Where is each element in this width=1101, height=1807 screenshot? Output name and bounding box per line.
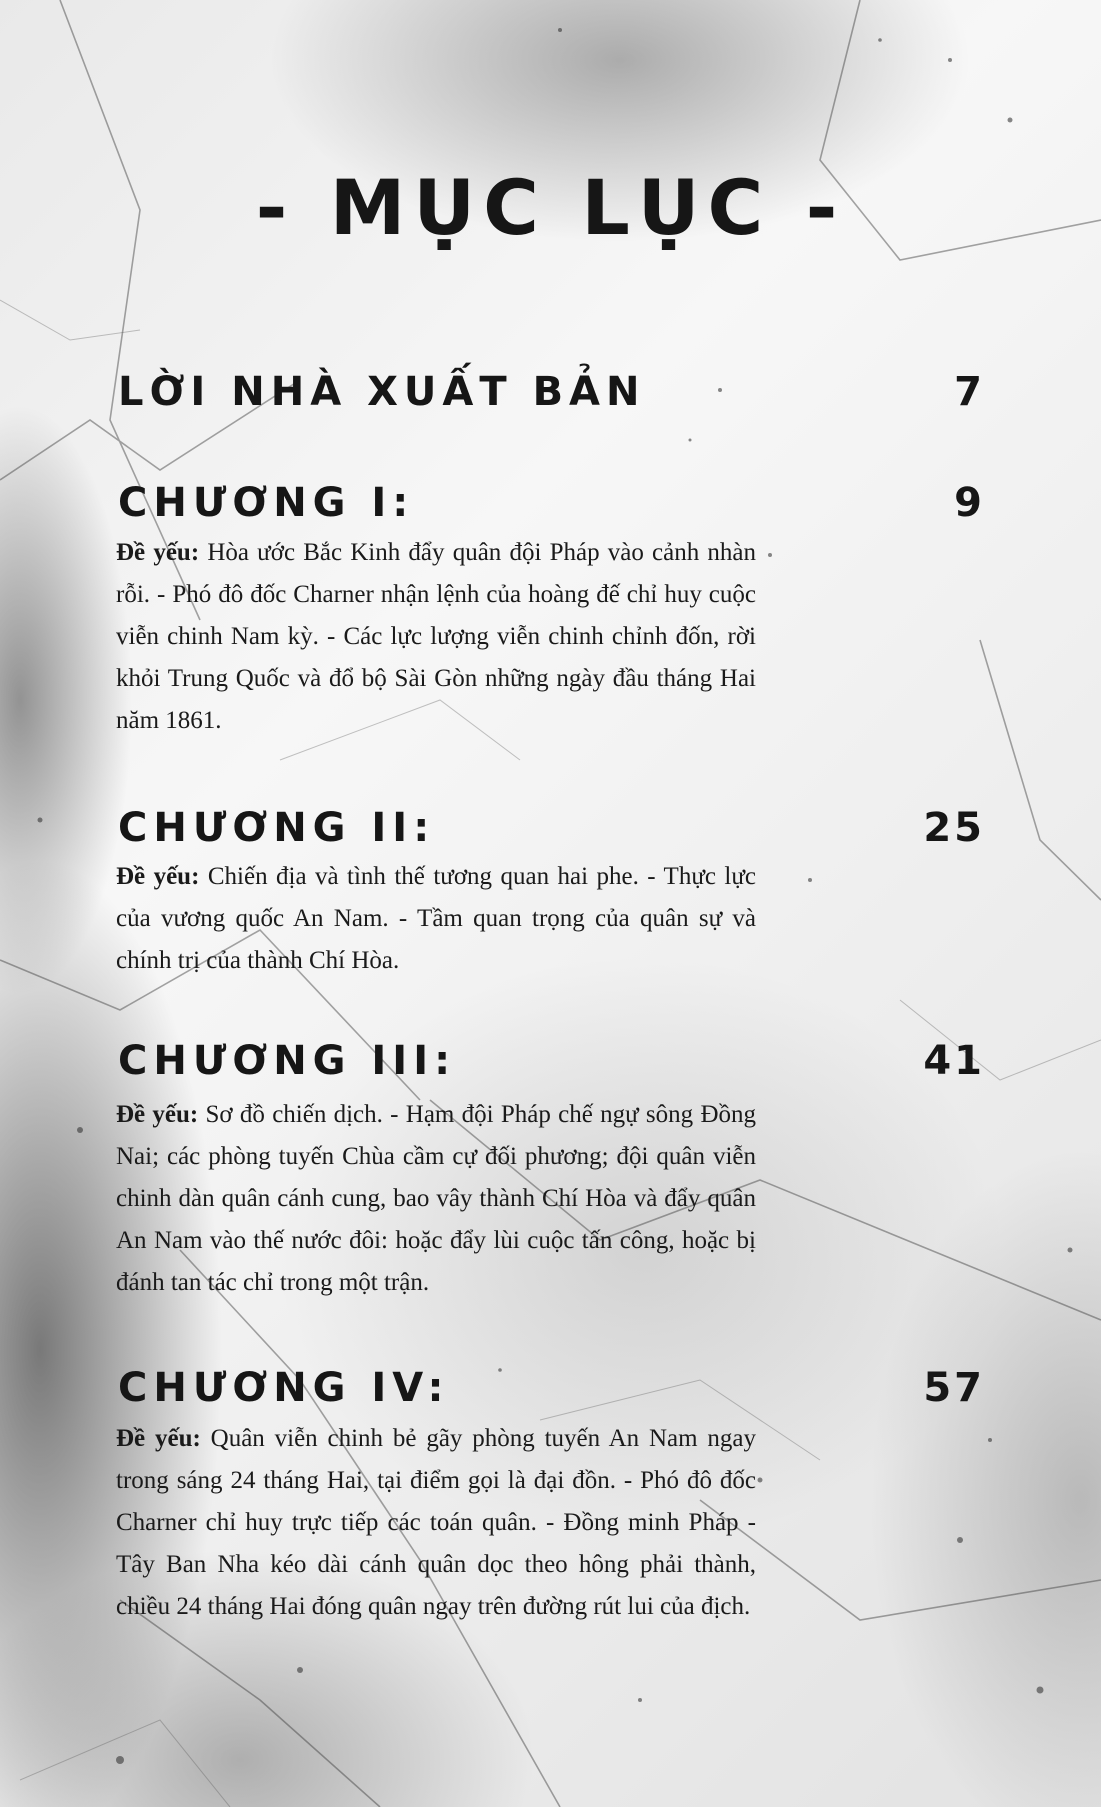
chapter-1-summary [116, 532, 756, 742]
chapter-3-page-number: 41 [923, 1038, 985, 1084]
chapter-4-summary-text: Quân viễn chinh bẻ gãy phòng tuyến An Nam ngay trong sáng 24 tháng Hai, tại điểm gọi là đại đồn. - Phó đô đốc Charner chỉ huy trực tiếp các toán quân. - Đồng minh Pháp - Tây Ban Nha kéo dài cánh quân dọc theo hông phải thành, chiều 24 tháng Hai đóng quân ngay trên đường rút lui của địch. [116, 1425, 756, 1620]
chapter-3-summary-text: Sơ đồ chiến dịch. - Hạm đội Pháp chế ngự sông Đồng Nai; các phòng tuyến Chùa cầm cự đối phương; đội quân viễn chinh dàn quân cánh cung, bao vây thành Chí Hòa và đẩy quân An Nam vào thế nước đôi: hoặc đẩy lùi cuộc tấn công, hoặc bị đánh tan tác chỉ trong một trận. [116, 1101, 756, 1296]
page-title: - MỤC LỤC - [255, 163, 846, 252]
chapter-3-summary-label: Đề yếu: [116, 1101, 199, 1128]
chapter-2-page-number: 25 [923, 805, 985, 851]
chapter-2-heading: CHƯƠNG II: [118, 805, 436, 851]
chapter-4-heading: CHƯƠNG IV: [118, 1365, 450, 1411]
chapter-1-heading: CHƯƠNG I: [118, 480, 415, 526]
chapter-4-summary [116, 1418, 756, 1628]
chapter-1-page-number: 9 [954, 480, 985, 526]
chapter-2-summary [116, 856, 756, 982]
intro-page-number: 7 [954, 369, 985, 415]
chapter-3-heading: CHƯƠNG III: [118, 1038, 457, 1084]
intro-heading: LỜI NHÀ XUẤT BẢN [118, 369, 646, 415]
chapter-1-summary-label: Đề yếu: [116, 539, 200, 566]
chapter-1-summary-text: Hòa ước Bắc Kinh đẩy quân đội Pháp vào cảnh nhàn rỗi. - Phó đô đốc Charner nhận lệnh của hoàng đế chỉ huy cuộc viễn chinh Nam kỳ. - Các lực lượng viễn chinh chỉnh đốn, rời khỏi Trung Quốc và đổ bộ Sài Gòn những ngày đầu tháng Hai năm 1861. [116, 539, 756, 734]
chapter-3-summary [116, 1094, 756, 1304]
chapter-4-page-number: 57 [923, 1365, 985, 1411]
chapter-2-summary-text: Chiến địa và tình thế tương quan hai phe. - Thực lực của vương quốc An Nam. - Tầm quan trọng của quân sự và chính trị của thành Chí Hòa. [116, 863, 757, 974]
chapter-2-summary-label: Đề yếu: [116, 863, 200, 890]
chapter-4-summary-label: Đề yếu: [116, 1425, 201, 1452]
